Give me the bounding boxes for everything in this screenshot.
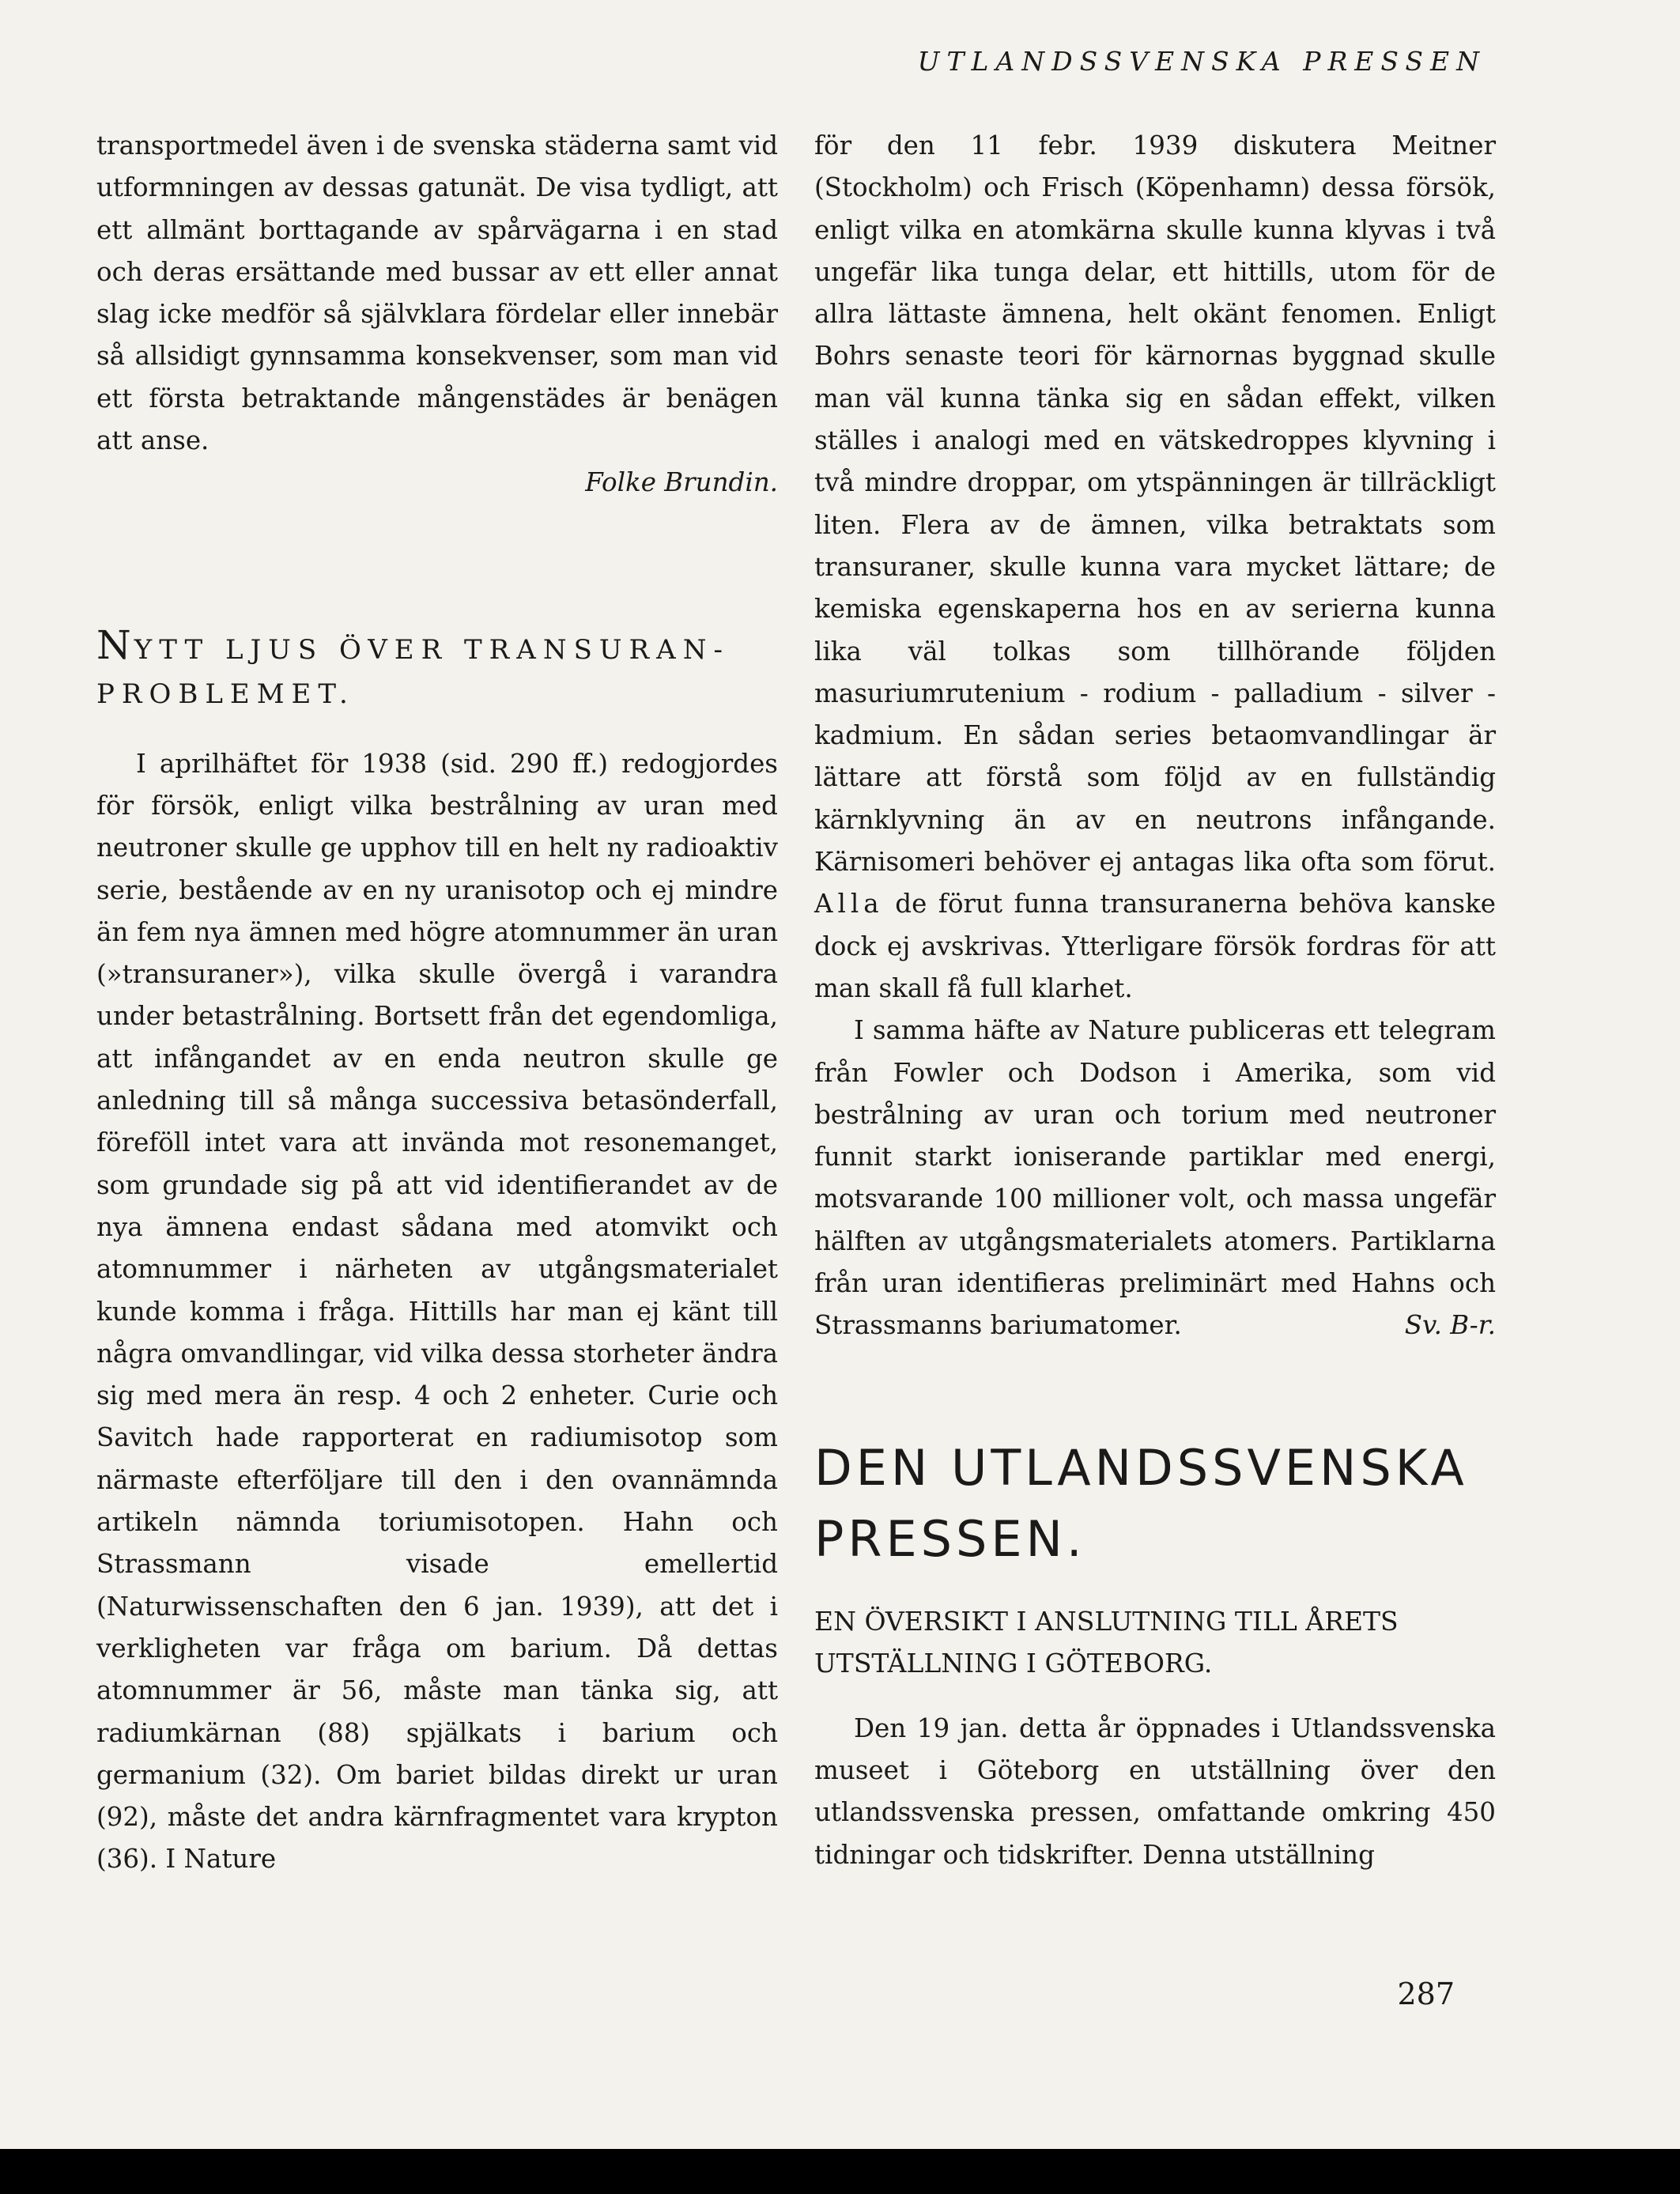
heading-initial-letter: N <box>96 621 134 668</box>
article-body-paragraph: I aprilhäftet för 1938 (sid. 290 ff.) redogjordes för försök, enligt vilka bestrålning av uran med neutroner skulle ge upphov till en helt ny radioaktiv serie, bestående av en ny uranisotop och ej mindre än fem nya ämnen med högre atomnummer än uran (»transuraner»), vilka skulle övergå i varandra under betastrålning. Bortsett från det egendomliga, att infångandet av en enda neutron skulle ge anledning till så många successiva betasönderfall, föreföll intet vara att invända mot resonemanget, som grundade sig på att vid identifierandet av de nya ämnena endast sådana med atomvikt och atomnummer i närheten av utgångsmaterialet kunde komma i fråga. Hittills har man ej känt till några omvandlingar, vid vilka dessa storheter ändra sig med mera än resp. 4 och 2 enheter. Curie och Savitch hade rapporterat en radiumisotop som närmaste efterföljare till den i den ovannämnda artikeln nämnda toriumisotopen. Hahn och Strassmann visade emellertid (Naturwissenschaften den 6 jan. 1939), att det i verkligheten var fråga om barium. Då dettas atomnummer är 56, måste man tänka sig, att radiumkärnan (88) spjälkats i barium och germanium (32). Om bariet bildas direkt ur uran (92), måste det andra kärnfragmentet vara krypton (36). I Nature <box>96 748 778 1875</box>
page-number: 287 <box>1397 1977 1455 2011</box>
author-signature-br: Sv. B-r. <box>1404 1310 1496 1341</box>
left-column <box>96 125 778 1881</box>
article-subheading: EN ÖVERSIKT I ANSLUTNING TILL ÅRETS UTSTÄLLNING I GÖTEBORG. <box>814 1605 1399 1679</box>
article-heading-pressen: DEN UTLANDSSVENSKA PRESSEN. <box>814 1438 1468 1568</box>
scan-border-bottom <box>0 2149 1680 2194</box>
article-continuation-paragraph: transportmedel även i de svenska städerna samt vid utformningen av dessas gatunät. De visa tydligt, att ett allmänt borttagande av spårvägarna i en stad och deras ersättande med bussar av ett eller annat slag icke medför så självklara fördelar eller innebär så allsidigt gynnsamma konsekvenser, som man vid ett första betraktande mångenstädes är benägen att anse. <box>96 130 778 456</box>
article-body-paragraph-continued <box>814 125 1496 1010</box>
author-signature-brundin: Folke Brundin. <box>585 467 778 498</box>
article-opening-paragraph: Den 19 jan. detta år öppnades i Utlandssvenska museet i Göteborg en utställning över den utlandssvenska pressen, omfattande omkring 450 tidningar och tidskrifter. Denna utställning <box>814 1713 1496 1870</box>
heading-text: YTT LJUS ÖVER TRANSURAN-PROBLEMET. <box>96 633 730 710</box>
article-heading-transuran <box>96 504 778 743</box>
emphasized-word: Alla <box>814 889 884 920</box>
running-head: UTLANDSSVENSKA PRESSEN <box>917 46 1486 77</box>
right-column <box>814 125 1496 1876</box>
paragraph-text: I samma häfte av Nature publiceras ett telegram från Fowler och Dodson i Amerika, som vid bestrålning av uran och torium med neutroner funnit starkt ioniserande partiklar med energi, motsvarande 100 millioner volt, och massa ungefär hälften av utgångsmaterialets atomers. Partiklarna från uran identifieras preliminärt med Hahns och Strassmanns bariumatomer. <box>814 1015 1496 1341</box>
paragraph-text: för den 11 febr. 1939 diskutera Meitner (Stockholm) och Frisch (Köpenhamn) dessa försök, enligt vilka en atomkärna skulle kunna klyvas i två ungefär lika tunga delar, ett hittills, utom för de allra lättaste ämnena, helt okänt fenomen. Enligt Bohrs senaste teori för kärnornas byggnad skulle man väl kunna tänka sig en sådan effekt, vilken ställes i analogi med en vätskedroppes klyvning i två mindre droppar, om ytspänningen är tillräckligt liten. Flera av de ämnen, vilka betraktats som transuraner, skulle kunna vara mycket lättare; de kemiska egenskaperna hos en av serierna kunna lika väl tolkas som tillhörande följden masuriumrutenium - rodium - palladium - silver - kadmium. En sådan series betaomvandlingar är lättare att förstå som följd av en fullständig kärnklyvning än av en neutrons infångande. Kärnisomeri behöver ej antagas lika ofta som förut. <box>814 130 1496 878</box>
paragraph-text-end: de förut funna transuranerna behöva kanske dock ej avskrivas. Ytterligare försök fordras för att man skall få full klarhet. <box>814 889 1496 1003</box>
article-body-paragraph-2 <box>814 1010 1496 1346</box>
